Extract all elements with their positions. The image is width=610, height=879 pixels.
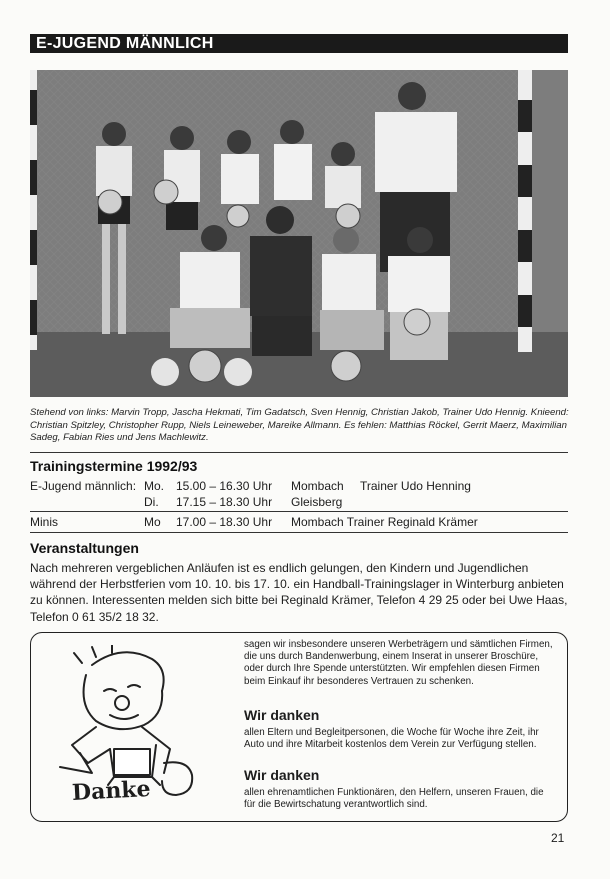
place-cell: Mombach Trainer Reginald Krämer — [291, 515, 478, 529]
place-cell: Gleisberg — [291, 495, 343, 509]
day-cell: Mo — [144, 515, 161, 529]
group-cell: E-Jugend männlich: — [30, 479, 137, 493]
table-row — [30, 514, 570, 530]
thanks-intro: sagen wir insbesondere unseren Werbeträgern und sämtlichen Firmen, die uns durch Bandenwerbung, einem Inserat in unserer Broschüre, oder durch Ihre Spende unterstützten. Wir empfehlen diesen Firmen beim Einkauf ihr besonderes Vertrauen zu schenken. — [244, 639, 553, 687]
photo-caption: Stehend von links: Marvin Tropp, Jascha Hekmati, Tim Gadatsch, Sven Hennig, Christian Jakob, Trainer Udo Hennig. Knieend: Christian Spitzley, Christopher Rupp, Niels Leineweber, Mareike Allmann. Es fehlen: Matthias Röckel, Gerrit Maerz, Maximilian Sadeg, Fabian Ries und Jens Machlewitz. — [30, 407, 569, 443]
time-cell: 17.00 – 18.30 Uhr — [176, 515, 273, 529]
training-heading: Trainingstermine 1992/93 — [30, 458, 198, 474]
place-cell: Mombach — [291, 479, 344, 493]
day-cell: Mo. — [144, 479, 165, 493]
danke-label: Danke — [71, 775, 152, 807]
divider — [30, 511, 568, 512]
time-cell: 17.15 – 18.30 Uhr — [176, 495, 273, 509]
group-cell: Minis — [30, 515, 59, 529]
thanks-text-1: allen Eltern und Begleitpersonen, die Woche für Woche ihre Zeit, ihr Auto und ihre Mitarbeit kostenlos dem Verein zur Verfügung stellen. — [244, 727, 539, 751]
divider — [30, 532, 568, 533]
thanks-heading-1: Wir danken — [244, 707, 320, 723]
trainer-cell: Trainer Udo Henning — [360, 479, 471, 493]
thanks-heading-2: Wir danken — [244, 767, 320, 783]
divider — [30, 452, 568, 453]
page-number: 21 — [551, 831, 565, 845]
section-title: E-JUGEND MÄNNLICH — [30, 34, 568, 53]
events-heading: Veranstaltungen — [30, 540, 139, 556]
table-row — [30, 494, 570, 510]
events-text: Nach mehreren vergeblichen Anläufen ist es endlich gelungen, den Kindern und Jugendlichen während der Herbstferien vom 10. 10. bis 17. 10. ein Handball-Trainingslager in Winterburg anbieten zu können. Interessenten melden sich bitte bei Reginald Krämer, Telefon 4 29 25 oder bei Uwe Haas, Telefon 0 61 35/2 18 32. — [30, 561, 568, 624]
thanks-text-2: allen ehrenamtlichen Funktionären, den Helfern, unseren Frauen, die für die Bewirtschatung verantwortlich sind. — [244, 787, 544, 811]
team-photo — [30, 70, 568, 397]
table-row — [30, 478, 570, 494]
time-cell: 15.00 – 16.30 Uhr — [176, 479, 273, 493]
day-cell: Di. — [144, 495, 159, 509]
